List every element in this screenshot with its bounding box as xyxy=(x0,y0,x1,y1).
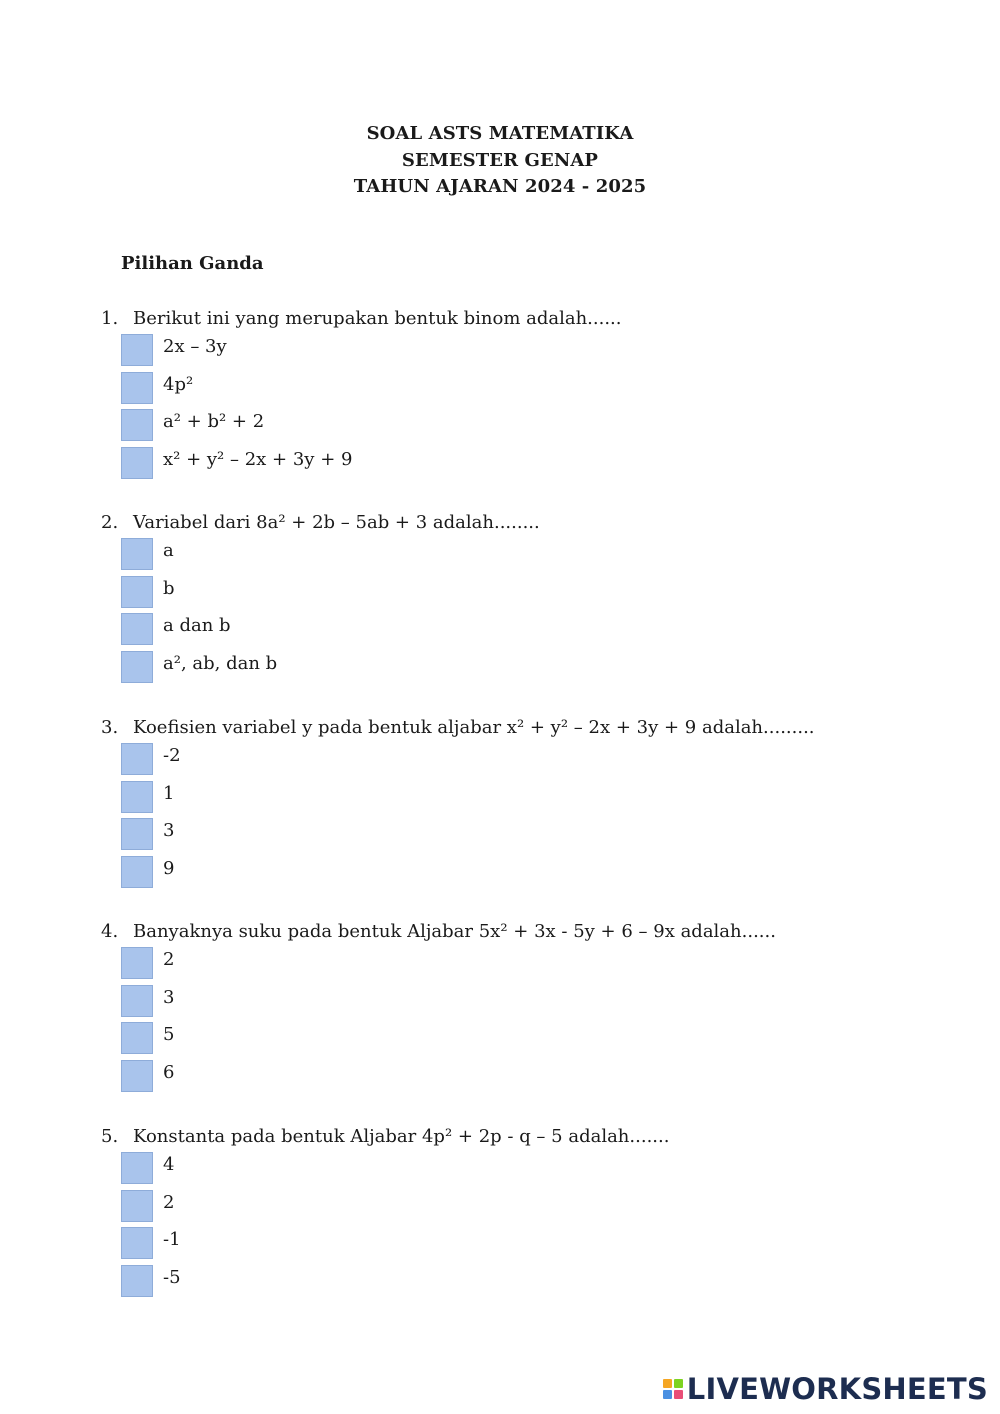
header-semester: SEMESTER GENAP xyxy=(401,149,599,171)
answer-option xyxy=(101,816,961,854)
answer-checkbox[interactable] xyxy=(121,1227,153,1259)
answer-label: a xyxy=(163,540,174,561)
answer-checkbox[interactable] xyxy=(121,947,153,979)
answer-option xyxy=(101,1188,961,1226)
answer-option xyxy=(101,332,961,370)
answer-label: -5 xyxy=(163,1266,181,1288)
answer-option xyxy=(101,1263,961,1301)
answer-checkbox[interactable] xyxy=(121,409,153,441)
answer-option xyxy=(101,741,961,779)
header-title: SOAL ASTS MATEMATIKA xyxy=(366,123,634,144)
liveworksheets-logo xyxy=(663,1372,988,1406)
question-number: 3. xyxy=(101,717,119,738)
answer-options xyxy=(101,332,961,482)
question-text xyxy=(101,509,961,536)
answer-label: 4p² xyxy=(163,373,194,395)
logo-square xyxy=(663,1390,672,1399)
question-text xyxy=(101,918,961,945)
liveworksheets-logo-icon xyxy=(663,1379,683,1399)
question-number: 5. xyxy=(101,1126,119,1147)
question-4 xyxy=(101,918,961,1095)
logo-square xyxy=(674,1390,683,1399)
answer-label: 6 xyxy=(163,1061,175,1083)
logo-text: LIVEWORKSHEETS xyxy=(686,1372,988,1406)
question-text xyxy=(101,1123,961,1150)
worksheet-header xyxy=(0,121,1000,201)
question-prompt: Koefisien variabel y pada bentuk aljabar x² + y² – 2x + 3y + 9 adalah......... xyxy=(133,717,815,738)
answer-option xyxy=(101,779,961,817)
answer-option xyxy=(101,1225,961,1263)
answer-option xyxy=(101,1058,961,1096)
answer-label: b xyxy=(163,577,175,599)
answer-option xyxy=(101,945,961,983)
answer-option xyxy=(101,1150,961,1188)
answer-label: 2 xyxy=(163,949,175,970)
answer-checkbox[interactable] xyxy=(121,818,153,850)
answer-checkbox[interactable] xyxy=(121,372,153,404)
answer-checkbox[interactable] xyxy=(121,781,153,813)
answer-options xyxy=(101,1150,961,1300)
answer-label: a², ab, dan b xyxy=(163,652,278,674)
logo-square xyxy=(663,1379,672,1388)
answer-checkbox[interactable] xyxy=(121,538,153,570)
answer-checkbox[interactable] xyxy=(121,576,153,608)
answer-option xyxy=(101,854,961,892)
answer-label: 3 xyxy=(163,820,175,842)
answer-label: a dan b xyxy=(163,615,231,637)
answer-checkbox[interactable] xyxy=(121,985,153,1017)
question-prompt: Variabel dari 8a² + 2b – 5ab + 3 adalah........ xyxy=(133,512,540,533)
answer-option xyxy=(101,1020,961,1058)
answer-option xyxy=(101,574,961,612)
question-prompt: Berikut ini yang merupakan bentuk binom adalah...... xyxy=(133,308,622,329)
answer-label: 4 xyxy=(163,1154,175,1175)
answer-checkbox[interactable] xyxy=(121,1190,153,1222)
answer-label: 9 xyxy=(163,857,175,879)
answer-checkbox[interactable] xyxy=(121,1152,153,1184)
logo-square xyxy=(674,1379,683,1388)
answer-option xyxy=(101,536,961,574)
answer-checkbox[interactable] xyxy=(121,651,153,683)
answer-option xyxy=(101,445,961,483)
answer-checkbox[interactable] xyxy=(121,743,153,775)
question-3 xyxy=(101,714,961,891)
answer-checkbox[interactable] xyxy=(121,1060,153,1092)
answer-label: -2 xyxy=(163,745,181,766)
question-text xyxy=(101,714,961,741)
question-number: 4. xyxy=(101,921,119,942)
question-1 xyxy=(101,305,961,482)
answer-checkbox[interactable] xyxy=(121,856,153,888)
section-title: Pilihan Ganda xyxy=(121,253,264,274)
answer-label: 3 xyxy=(163,986,175,1008)
answer-option xyxy=(101,983,961,1021)
answer-checkbox[interactable] xyxy=(121,447,153,479)
answer-label: 2x – 3y xyxy=(163,336,227,357)
answer-label: x² + y² – 2x + 3y + 9 xyxy=(163,448,353,470)
question-prompt: Konstanta pada bentuk Aljabar 4p² + 2p - q – 5 adalah....... xyxy=(133,1126,670,1147)
answer-checkbox[interactable] xyxy=(121,334,153,366)
question-number: 2. xyxy=(101,512,119,533)
answer-option xyxy=(101,370,961,408)
answer-checkbox[interactable] xyxy=(121,1022,153,1054)
answer-options xyxy=(101,536,961,686)
answer-option xyxy=(101,611,961,649)
answer-options xyxy=(101,741,961,891)
answer-label: 1 xyxy=(163,782,175,804)
question-number: 1. xyxy=(101,308,119,329)
answer-label: a² + b² + 2 xyxy=(163,411,265,433)
question-text xyxy=(101,305,961,332)
answer-checkbox[interactable] xyxy=(121,613,153,645)
header-year: TAHUN AJARAN 2024 - 2025 xyxy=(353,176,647,197)
answer-label: -1 xyxy=(163,1229,181,1251)
question-5 xyxy=(101,1123,961,1300)
answer-label: 2 xyxy=(163,1191,175,1213)
answer-label: 5 xyxy=(163,1024,175,1046)
answer-checkbox[interactable] xyxy=(121,1265,153,1297)
answer-option xyxy=(101,649,961,687)
answer-option xyxy=(101,407,961,445)
answer-options xyxy=(101,945,961,1095)
question-prompt: Banyaknya suku pada bentuk Aljabar 5x² + 3x - 5y + 6 – 9x adalah...... xyxy=(133,921,776,942)
question-2 xyxy=(101,509,961,686)
